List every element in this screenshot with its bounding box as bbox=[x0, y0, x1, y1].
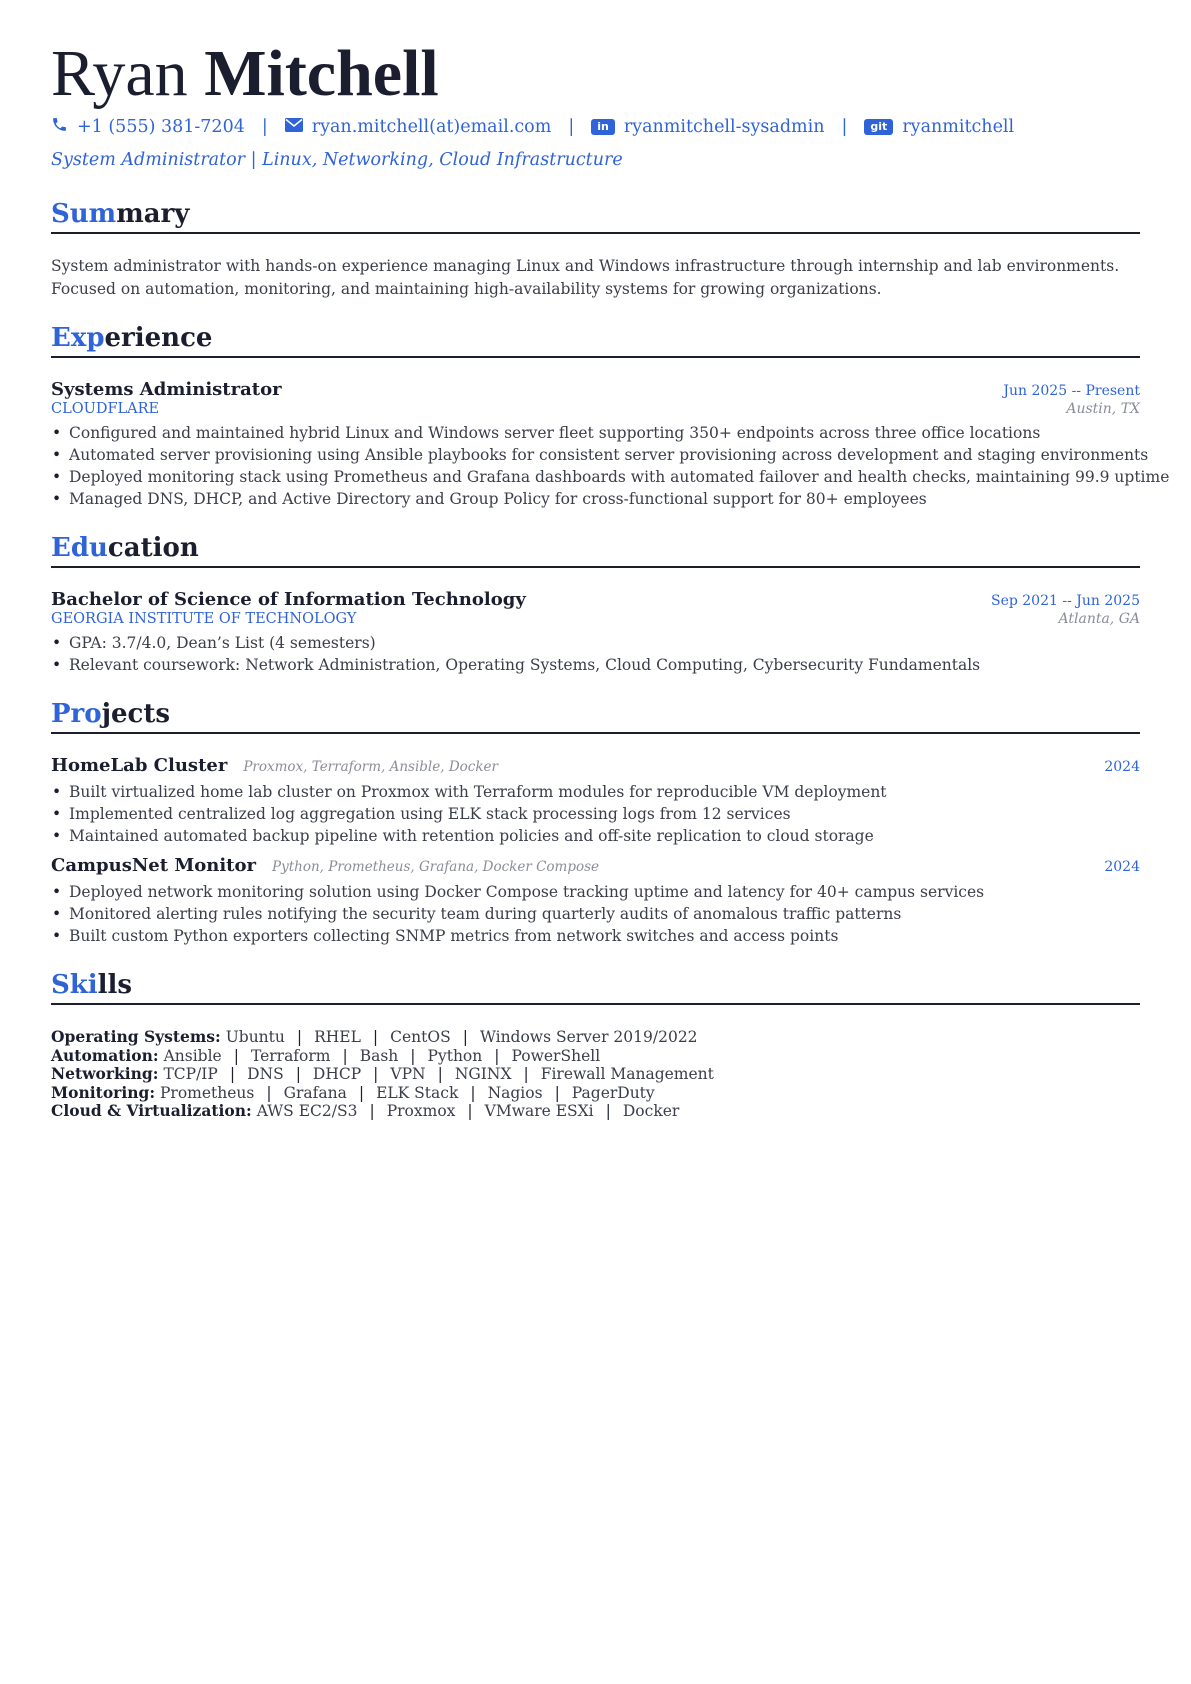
skill-separator: | bbox=[605, 1102, 611, 1120]
skill-separator: | bbox=[437, 1065, 443, 1083]
section-title-summary bbox=[51, 197, 1140, 231]
skill-item: Grafana bbox=[283, 1083, 347, 1102]
skill-separator: | bbox=[494, 1046, 500, 1065]
skill-row bbox=[51, 1047, 1140, 1066]
skill-item: Prometheus bbox=[159, 1083, 255, 1102]
skill-separator: | bbox=[410, 1046, 416, 1065]
education-section bbox=[51, 531, 1140, 676]
skill-separator: | bbox=[470, 1083, 476, 1102]
section-divider bbox=[51, 232, 1140, 234]
list-item: • Built virtualized home lab cluster on Proxmox with Terraform modules for reproducible VM deployment bbox=[51, 781, 1140, 803]
list-item: • Deployed monitoring stack using Prometheus and Grafana dashboards with automated failover and health checks, maintaining 99.9 uptime bbox=[51, 466, 1140, 488]
skill-item: Ubuntu bbox=[225, 1028, 285, 1046]
summary-section bbox=[51, 197, 1140, 301]
skill-category-label: Monitoring: bbox=[51, 1082, 156, 1102]
project-name bbox=[51, 755, 498, 776]
section-title-accent: Edu bbox=[51, 533, 108, 563]
skill-item: DNS bbox=[247, 1065, 284, 1083]
skill-item: Nagios bbox=[487, 1083, 543, 1102]
list-item: • Built custom Python exporters collecting SNMP metrics from network switches and access points bbox=[51, 925, 1140, 947]
skill-separator: | bbox=[523, 1065, 529, 1083]
entry-subheader bbox=[51, 611, 1140, 627]
project-name bbox=[51, 855, 599, 876]
section-title-accent: Ski bbox=[51, 970, 98, 1000]
project-year: 2024 bbox=[1104, 759, 1140, 775]
contact-separator: | bbox=[841, 117, 848, 137]
section-title-skills bbox=[51, 968, 1140, 1002]
email-address: ryan.mitchell(at)email.com bbox=[311, 117, 552, 137]
skill-item: Ansible bbox=[163, 1046, 222, 1065]
section-title-rest: lls bbox=[97, 970, 133, 1000]
contact-separator: | bbox=[261, 117, 268, 137]
email-link[interactable] bbox=[285, 117, 552, 137]
skill-separator: | bbox=[296, 1028, 303, 1046]
skills-section bbox=[51, 968, 1140, 1121]
summary-text: System administrator with hands-on experience managing Linux and Windows infrastructure through internship and lab environments. Focused on automation, monitoring, and maintaining high-availability systems for growing organizations. bbox=[51, 257, 1120, 298]
last-name: Mitchell bbox=[204, 37, 439, 110]
section-title-accent: Sum bbox=[51, 199, 117, 229]
entry-header bbox=[51, 589, 1140, 610]
skill-item: Terraform bbox=[250, 1046, 331, 1065]
section-title-projects bbox=[51, 697, 1140, 731]
linkedin-link[interactable] bbox=[591, 117, 824, 137]
github-handle: ryanmitchell bbox=[902, 117, 1015, 137]
linkedin-icon: in bbox=[591, 119, 615, 135]
section-title-rest: jects bbox=[101, 699, 171, 729]
list-item: • Relevant coursework: Network Administration, Operating Systems, Cloud Computing, Cybersecurity Fundamentals bbox=[51, 654, 1140, 676]
skill-separator: | bbox=[358, 1083, 365, 1102]
skill-separator: | bbox=[342, 1046, 348, 1065]
education-dates: Sep 2021 -- Jun 2025 bbox=[990, 593, 1140, 609]
skill-separator: | bbox=[373, 1065, 379, 1083]
list-item: • GPA: 3.7/4.0, Dean’s List (4 semesters) bbox=[51, 632, 1140, 654]
phone-link[interactable] bbox=[51, 116, 245, 138]
headline-tagline: System Administrator | Linux, Networking, Cloud Infrastructure bbox=[51, 150, 623, 170]
skill-item: Docker bbox=[622, 1102, 680, 1120]
skill-separator: | bbox=[266, 1083, 272, 1102]
skill-separator: | bbox=[229, 1065, 236, 1083]
section-divider bbox=[51, 1003, 1140, 1005]
skill-item: PowerShell bbox=[511, 1046, 601, 1065]
skill-item: RHEL bbox=[314, 1028, 361, 1046]
contact-bar bbox=[51, 114, 1140, 140]
skill-item: NGINX bbox=[454, 1065, 512, 1083]
list-item: • Monitored alerting rules notifying the security team during quarterly audits of anomalous traffic patterns bbox=[51, 903, 1140, 925]
phone-icon bbox=[51, 116, 68, 138]
degree-title: Bachelor of Science of Information Technology bbox=[51, 589, 526, 610]
job-dates: Jun 2025 -- Present bbox=[1003, 383, 1140, 399]
section-title-accent: Pro bbox=[51, 699, 102, 729]
entry-header bbox=[51, 855, 1140, 876]
skill-item: AWS EC2/S3 bbox=[256, 1102, 358, 1120]
skill-item: Bash bbox=[359, 1046, 399, 1065]
envelope-icon bbox=[285, 117, 303, 137]
project-bullets bbox=[51, 881, 1140, 947]
list-item: • Automated server provisioning using Ansible playbooks for consistent server provisioning across development and staging environments bbox=[51, 444, 1140, 466]
section-divider bbox=[51, 566, 1140, 568]
project-title: CampusNet Monitor bbox=[51, 855, 256, 876]
skills-list bbox=[51, 1028, 1140, 1121]
git-icon: git bbox=[864, 119, 893, 135]
skill-category-label: Networking: bbox=[51, 1064, 159, 1083]
project-title: HomeLab Cluster bbox=[51, 755, 228, 776]
skill-separator: | bbox=[554, 1083, 560, 1102]
list-item: • Implemented centralized log aggregation using ELK stack processing logs from 12 services bbox=[51, 803, 1140, 825]
school-name: GEORGIA INSTITUTE OF TECHNOLOGY bbox=[51, 611, 357, 627]
projects-section bbox=[51, 697, 1140, 947]
skill-item: DHCP bbox=[312, 1065, 362, 1083]
skill-item: TCP/IP bbox=[163, 1065, 218, 1083]
skill-category-label: Operating Systems: bbox=[51, 1027, 221, 1046]
contact-separator: | bbox=[568, 117, 575, 137]
section-title-accent: Exp bbox=[51, 323, 105, 353]
skill-item: CentOS bbox=[390, 1028, 451, 1046]
project-bullets bbox=[51, 781, 1140, 847]
skill-item: Proxmox bbox=[386, 1102, 456, 1120]
experience-section bbox=[51, 321, 1170, 510]
section-divider bbox=[51, 732, 1140, 734]
skill-item: VMware ESXi bbox=[484, 1102, 594, 1120]
skill-item: Firewall Management bbox=[540, 1065, 714, 1083]
entry-header bbox=[51, 755, 1140, 776]
school-location: Atlanta, GA bbox=[1058, 611, 1140, 627]
education-entry bbox=[51, 589, 1140, 676]
entry-subheader bbox=[51, 401, 1140, 417]
list-item: • Maintained automated backup pipeline with retention policies and off-site replication to cloud storage bbox=[51, 825, 1140, 847]
phone-number: +1 (555) 381-7204 bbox=[77, 117, 245, 137]
company-name: CLOUDFLARE bbox=[51, 401, 160, 417]
skill-separator: | bbox=[233, 1046, 239, 1065]
project-entry bbox=[51, 755, 1140, 847]
project-tech-stack: Proxmox, Terraform, Ansible, Docker bbox=[243, 759, 498, 775]
section-title-rest: cation bbox=[107, 533, 199, 563]
skill-row bbox=[51, 1028, 1140, 1047]
list-item: • Managed DNS, DHCP, and Active Directory and Group Policy for cross-functional support for 80+ employees bbox=[51, 488, 1140, 510]
job-location: Austin, TX bbox=[1066, 401, 1140, 417]
list-item: • Configured and maintained hybrid Linux and Windows server fleet supporting 350+ endpoints across three office locations bbox=[51, 422, 1140, 444]
skill-row bbox=[51, 1065, 1140, 1084]
skill-category-label: Cloud & Virtualization: bbox=[51, 1101, 252, 1120]
skill-separator: | bbox=[372, 1028, 379, 1046]
skill-separator: | bbox=[462, 1028, 468, 1046]
skill-item: VPN bbox=[390, 1065, 426, 1083]
section-title-education bbox=[51, 531, 1140, 565]
entry-header bbox=[51, 379, 1140, 400]
skill-item: Python bbox=[427, 1046, 483, 1065]
skill-separator: | bbox=[467, 1102, 473, 1120]
section-title-rest: mary bbox=[116, 199, 190, 229]
candidate-name bbox=[51, 38, 1140, 110]
project-year: 2024 bbox=[1104, 859, 1140, 875]
section-title-experience bbox=[51, 321, 1140, 355]
skill-separator: | bbox=[369, 1102, 375, 1120]
skill-item: Windows Server 2019/2022 bbox=[479, 1028, 698, 1046]
linkedin-handle: ryanmitchell-sysadmin bbox=[623, 117, 825, 137]
skill-row bbox=[51, 1102, 1140, 1121]
education-bullets bbox=[51, 632, 1140, 676]
first-name: Ryan bbox=[51, 37, 188, 110]
project-entry bbox=[51, 855, 1140, 947]
section-title-rest: erience bbox=[104, 323, 213, 353]
project-tech-stack: Python, Prometheus, Grafana, Docker Compose bbox=[272, 859, 600, 875]
experience-entry bbox=[51, 379, 1170, 510]
github-link[interactable] bbox=[864, 117, 1014, 137]
section-divider bbox=[51, 356, 1140, 358]
skill-category-label: Automation: bbox=[51, 1045, 159, 1065]
skill-item: PagerDuty bbox=[571, 1083, 655, 1102]
skill-separator: | bbox=[295, 1065, 301, 1083]
list-item: • Deployed network monitoring solution using Docker Compose tracking uptime and latency for 40+ campus services bbox=[51, 881, 1140, 903]
job-title: Systems Administrator bbox=[51, 379, 282, 400]
job-bullets bbox=[51, 422, 1170, 510]
skill-row bbox=[51, 1084, 1140, 1103]
skill-item: ELK Stack bbox=[376, 1083, 459, 1102]
